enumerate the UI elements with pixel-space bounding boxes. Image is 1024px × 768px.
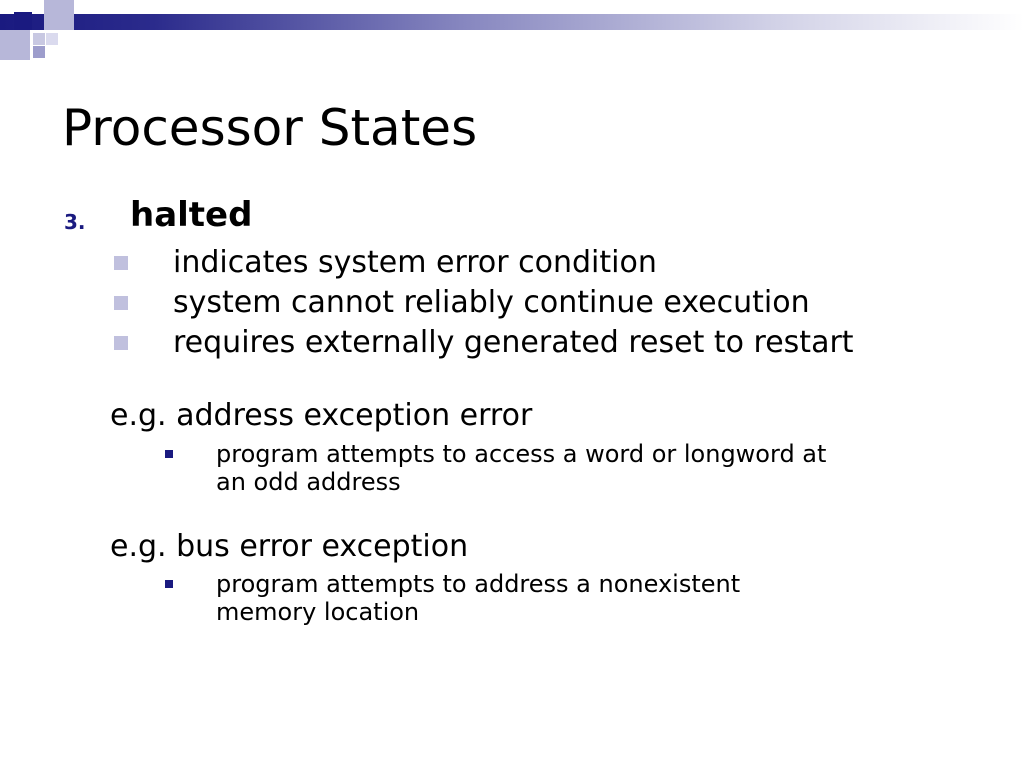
header-gradient-band: [0, 14, 1024, 30]
bullet-square-icon: [114, 256, 128, 270]
example-detail-line: program attempts to access a word or longword at: [216, 440, 827, 468]
bullet-text: system cannot reliably continue execution: [173, 285, 810, 320]
bullet-square-icon: [165, 580, 173, 588]
example-detail-line: program attempts to address a nonexistent: [216, 570, 741, 598]
state-heading: halted: [130, 195, 253, 235]
decor-square: [33, 33, 45, 45]
example-detail-line: memory location: [216, 598, 420, 626]
bullet-square-icon: [165, 450, 173, 458]
decor-square: [46, 33, 58, 45]
bullet-item: [114, 283, 994, 323]
bullet-item: [114, 243, 994, 283]
bullet-text: indicates system error condition: [173, 245, 657, 280]
slide-title: Processor States: [62, 99, 478, 157]
bullet-square-icon: [114, 336, 128, 350]
decor-square: [33, 46, 45, 58]
bullet-text: requires externally generated reset to restart: [173, 325, 854, 360]
example-detail-line: an odd address: [216, 468, 401, 496]
example-heading: e.g. address exception error: [110, 398, 533, 433]
bullet-item: [114, 323, 994, 363]
example-detail-text: [216, 570, 976, 626]
bullet-square-icon: [114, 296, 128, 310]
decor-square: [0, 30, 30, 60]
list-number: 3.: [64, 210, 86, 234]
decor-square: [44, 0, 74, 30]
example-heading: e.g. bus error exception: [110, 529, 469, 564]
decor-square: [14, 12, 32, 30]
example-detail-text: [216, 440, 976, 496]
